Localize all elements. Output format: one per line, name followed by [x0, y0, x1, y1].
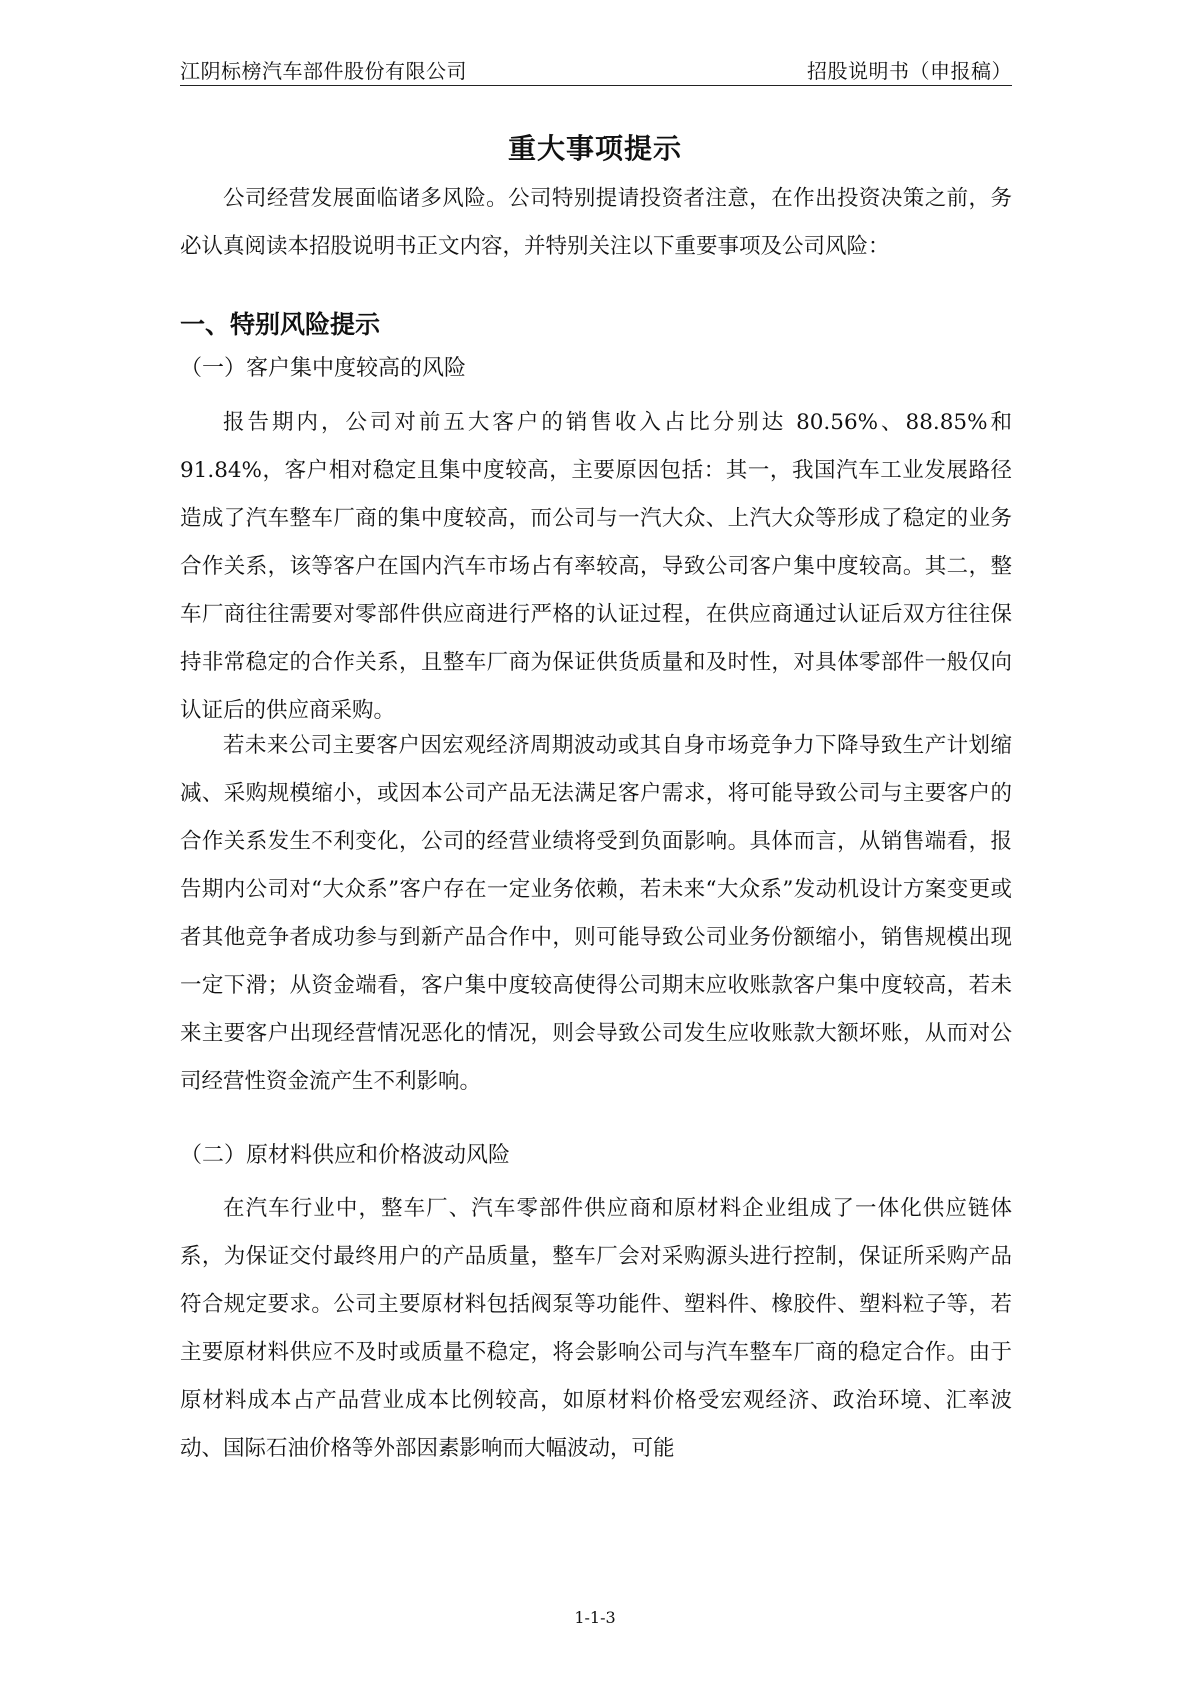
- intro-paragraph: 公司经营发展面临诸多风险。公司特别提请投资者注意，在作出投资决策之前，务必认真阅读本招股说明书正文内容，并特别关注以下重要事项及公司风险：: [180, 186, 1012, 259]
- subheading-customer-concentration: （一）客户集中度较高的风险: [180, 356, 467, 381]
- subheading-raw-material-risk: （二）原材料供应和价格波动风险: [180, 1143, 511, 1168]
- header-document-type: 招股说明书（申报稿）: [807, 59, 1012, 83]
- page-title: 重大事项提示: [507, 132, 682, 165]
- customer-concentration-paragraph-1: 报告期内，公司对前五大客户的销售收入占比分别达 80.56%、88.85%和91.84%，客户相对稳定且集中度较高，主要原因包括：其一，我国汽车工业发展路径造成了汽车整车厂商的集中度较高，而公司与一汽大众、上汽大众等形成了稳定的业务合作关系，该等客户在国内汽车市场占有率较高，导致公司客户集中度较高。其二，整车厂商往往需要对零部件供应商进行严格的认证过程，在供应商通过认证后双方往往保持非常稳定的合作关系，且整车厂商为保证供货质量和及时性，对具体零部件一般仅向认证后的供应商采购。: [180, 410, 1012, 723]
- header-company-name: 江阴标榜汽车部件股份有限公司: [180, 59, 467, 83]
- section-heading-special-risks: 一、特别风险提示: [180, 310, 381, 339]
- page-number: 1-1-3: [574, 1608, 616, 1627]
- customer-concentration-paragraph-2: 若未来公司主要客户因宏观经济周期波动或其自身市场竞争力下降导致生产计划缩减、采购规模缩小，或因本公司产品无法满足客户需求，将可能导致公司与主要客户的合作关系发生不利变化，公司的经营业绩将受到负面影响。具体而言，从销售端看，报告期内公司对“大众系”客户存在一定业务依赖，若未来“大众系”发动机设计方案变更或者其他竞争者成功参与到新产品合作中，则可能导致公司业务份额缩小，销售规模出现一定下滑；从资金端看，客户集中度较高使得公司期末应收账款客户集中度较高，若未来主要客户出现经营情况恶化的情况，则会导致公司发生应收账款大额坏账，从而对公司经营性资金流产生不利影响。: [180, 733, 1012, 1094]
- header-divider: [180, 85, 1012, 86]
- raw-material-paragraph-1: 在汽车行业中，整车厂、汽车零部件供应商和原材料企业组成了一体化供应链体系，为保证交付最终用户的产品质量，整车厂会对采购源头进行控制，保证所采购产品符合规定要求。公司主要原材料包括阀泵等功能件、塑料件、橡胶件、塑料粒子等，若主要原材料供应不及时或质量不稳定，将会影响公司与汽车整车厂商的稳定合作。由于原材料成本占产品营业成本比例较高，如原材料价格受宏观经济、政治环境、汇率波动、国际石油价格等外部因素影响而大幅波动，可能: [180, 1196, 1012, 1461]
